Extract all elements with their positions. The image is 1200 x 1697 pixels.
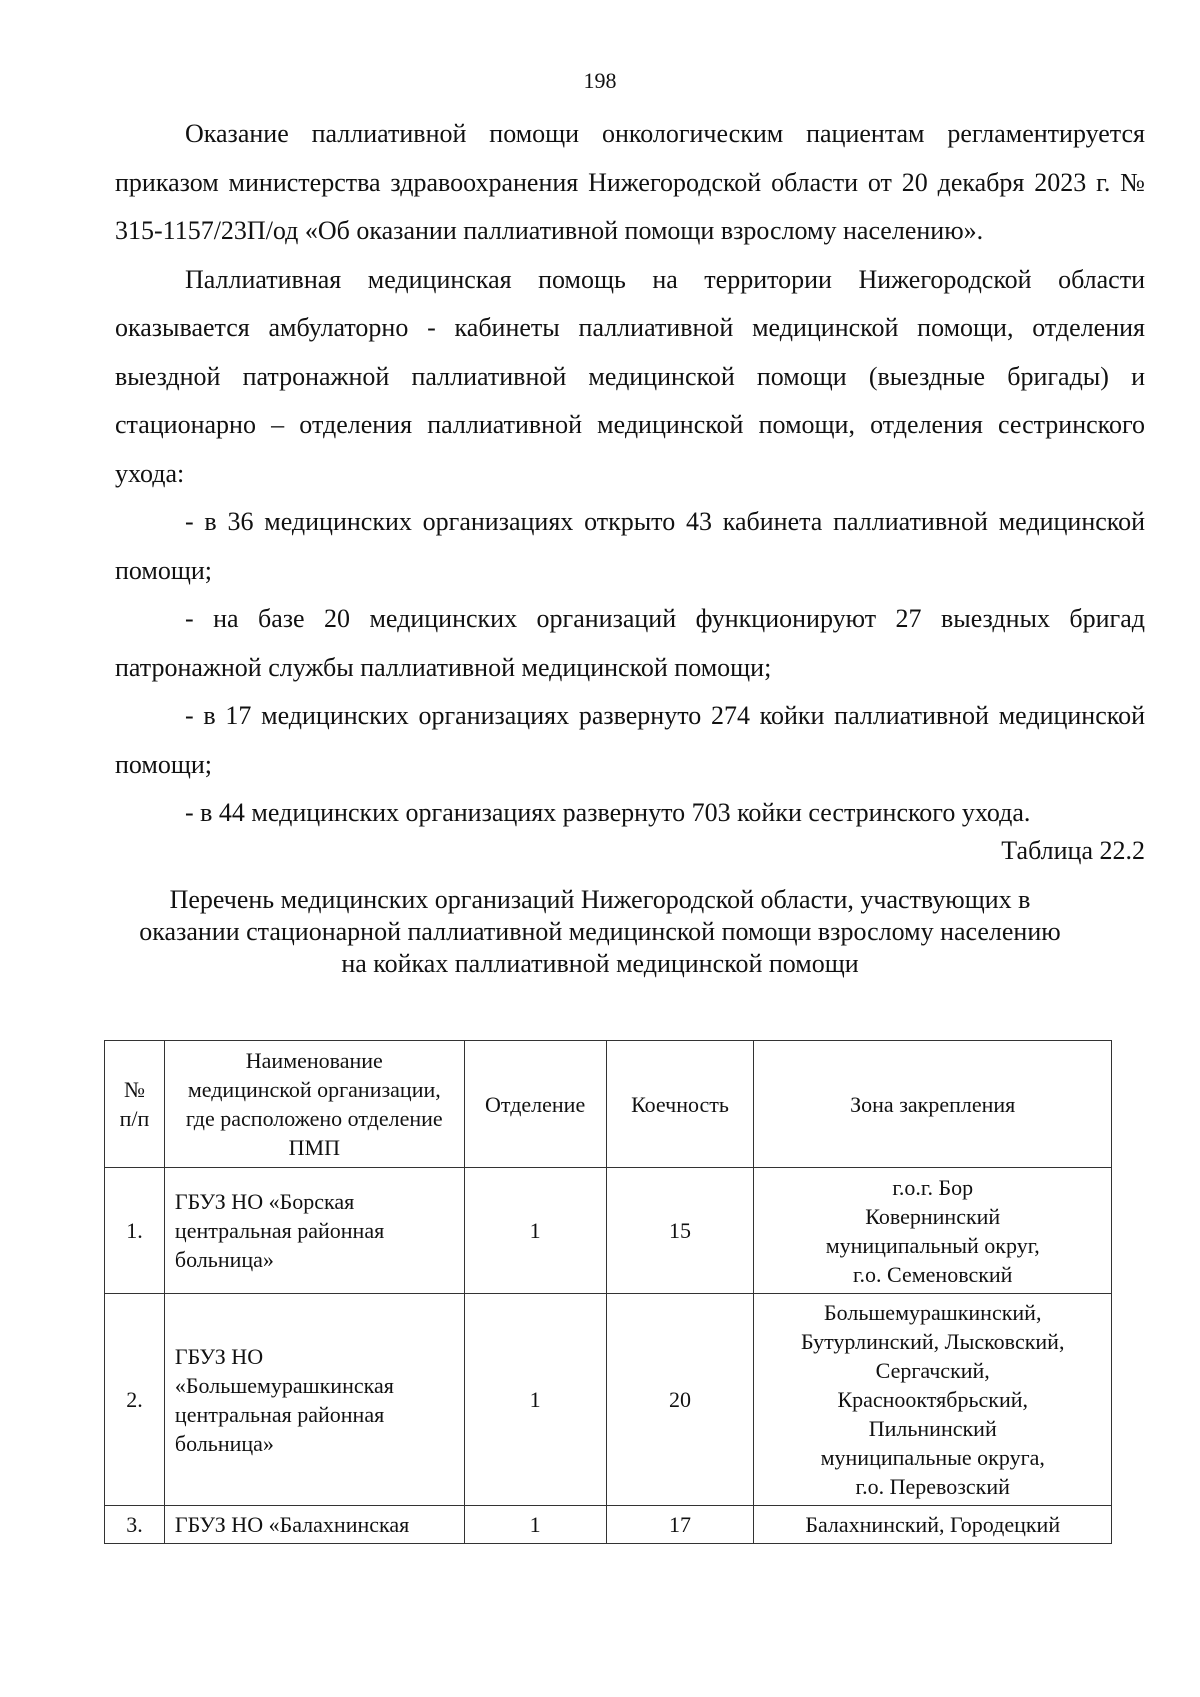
cell-text: ГБУЗ НО xyxy=(174,1343,264,1369)
cell-text: Сергачский, xyxy=(875,1358,990,1383)
header-org xyxy=(164,1041,464,1168)
table-title-line: Перечень медицинских организаций Нижегородской области, участвующих в xyxy=(169,885,1031,914)
header-num xyxy=(105,1041,165,1168)
cell-dept: 1 xyxy=(464,1294,606,1506)
cell-text: Ковернинский xyxy=(865,1203,1001,1229)
header-dept: Отделение xyxy=(464,1041,606,1168)
header-beds: Коечность xyxy=(606,1041,754,1168)
cell-text: центральная районная xyxy=(174,1218,385,1243)
cell-text: больница» xyxy=(174,1430,274,1456)
cell-org xyxy=(164,1294,464,1506)
cell-zone xyxy=(754,1506,1112,1544)
body-text xyxy=(115,110,1145,838)
cell-text: Пильнинский xyxy=(868,1416,997,1441)
table-row xyxy=(105,1168,1112,1294)
cell-text: Краснооктябрьский, xyxy=(837,1387,1028,1412)
organizations-table xyxy=(104,1040,1112,1544)
cell-text: г.о. Семеновский xyxy=(852,1261,1013,1287)
header-text: № xyxy=(123,1077,145,1102)
cell-text: ГБУЗ НО «Балахнинская xyxy=(174,1512,410,1537)
cell-zone xyxy=(754,1168,1112,1294)
cell-text: г.о.г. Бор xyxy=(892,1174,974,1200)
header-text: п/п xyxy=(119,1106,150,1131)
table-header-row xyxy=(105,1041,1112,1168)
cell-beds: 17 xyxy=(606,1506,754,1544)
table-title-line: на койках паллиативной медицинской помощи xyxy=(341,949,859,978)
cell-beds: 15 xyxy=(606,1168,754,1294)
cell-dept: 1 xyxy=(464,1168,606,1294)
table-caption: Таблица 22.2 xyxy=(1001,836,1145,865)
cell-text: г.о. Перевозский xyxy=(855,1474,1010,1499)
cell-text: Большемурашкинский, xyxy=(824,1300,1042,1325)
cell-num: 3. xyxy=(105,1506,165,1544)
list-item: - в 44 медицинских организациях развернуто 703 койки сестринского ухода. xyxy=(185,798,1031,827)
cell-org xyxy=(164,1168,464,1294)
header-text: где расположено отделение xyxy=(185,1106,443,1131)
cell-text: муниципальные округа, xyxy=(820,1445,1045,1470)
header-text: медицинской организации, xyxy=(187,1077,441,1102)
cell-beds: 20 xyxy=(606,1294,754,1506)
paragraph: Оказание паллиативной помощи онкологическим пациентам регламентируется приказом министерства здравоохранения Нижегородской области от 20 декабря 2023 г. № 315-1157/23П/од «Об оказании паллиативной помощи взрослому населению». xyxy=(115,119,1145,245)
table-row xyxy=(105,1506,1112,1544)
cell-text: больница» xyxy=(174,1247,274,1272)
list-item: - в 17 медицинских организациях развернуто 274 койки паллиативной медицинской помощи; xyxy=(115,701,1145,779)
list-item: - в 36 медицинских организациях открыто 43 кабинета паллиативной медицинской помощи; xyxy=(115,507,1145,585)
list-item: - на базе 20 медицинских организаций функционируют 27 выездных бригад патронажной службы паллиативной медицинской помощи; xyxy=(115,604,1145,682)
header-text: Наименование xyxy=(245,1048,383,1073)
paragraph: Паллиативная медицинская помощь на территории Нижегородской области оказывается амбулаторно - кабинеты паллиативной медицинской помощи, отделения выездной патронажной паллиативной медицинской помощи (выездные бригады) и стационарно – отделения паллиативной медицинской помощи, отделения сестринского ухода: xyxy=(115,264,1145,488)
cell-text: Балахнинский, Городецкий xyxy=(805,1512,1061,1537)
cell-zone xyxy=(754,1294,1112,1506)
cell-num: 1. xyxy=(105,1168,165,1294)
table-title-line: оказании стационарной паллиативной медицинской помощи взрослому населению xyxy=(139,917,1061,946)
page-number: 198 xyxy=(583,68,617,93)
cell-text: центральная районная xyxy=(174,1401,385,1427)
table-title xyxy=(60,884,1140,980)
cell-num: 2. xyxy=(105,1294,165,1506)
header-text: ПМП xyxy=(288,1135,340,1160)
cell-dept: 1 xyxy=(464,1506,606,1544)
cell-text: «Большемурашкинская xyxy=(174,1372,394,1398)
cell-org xyxy=(164,1506,464,1544)
cell-text: Бутурлинский, Лысковский, xyxy=(801,1329,1065,1354)
cell-text: муниципальный округ, xyxy=(825,1232,1040,1258)
cell-text: ГБУЗ НО «Борская xyxy=(174,1189,355,1214)
header-zone: Зона закрепления xyxy=(754,1041,1112,1168)
table-row xyxy=(105,1294,1112,1506)
